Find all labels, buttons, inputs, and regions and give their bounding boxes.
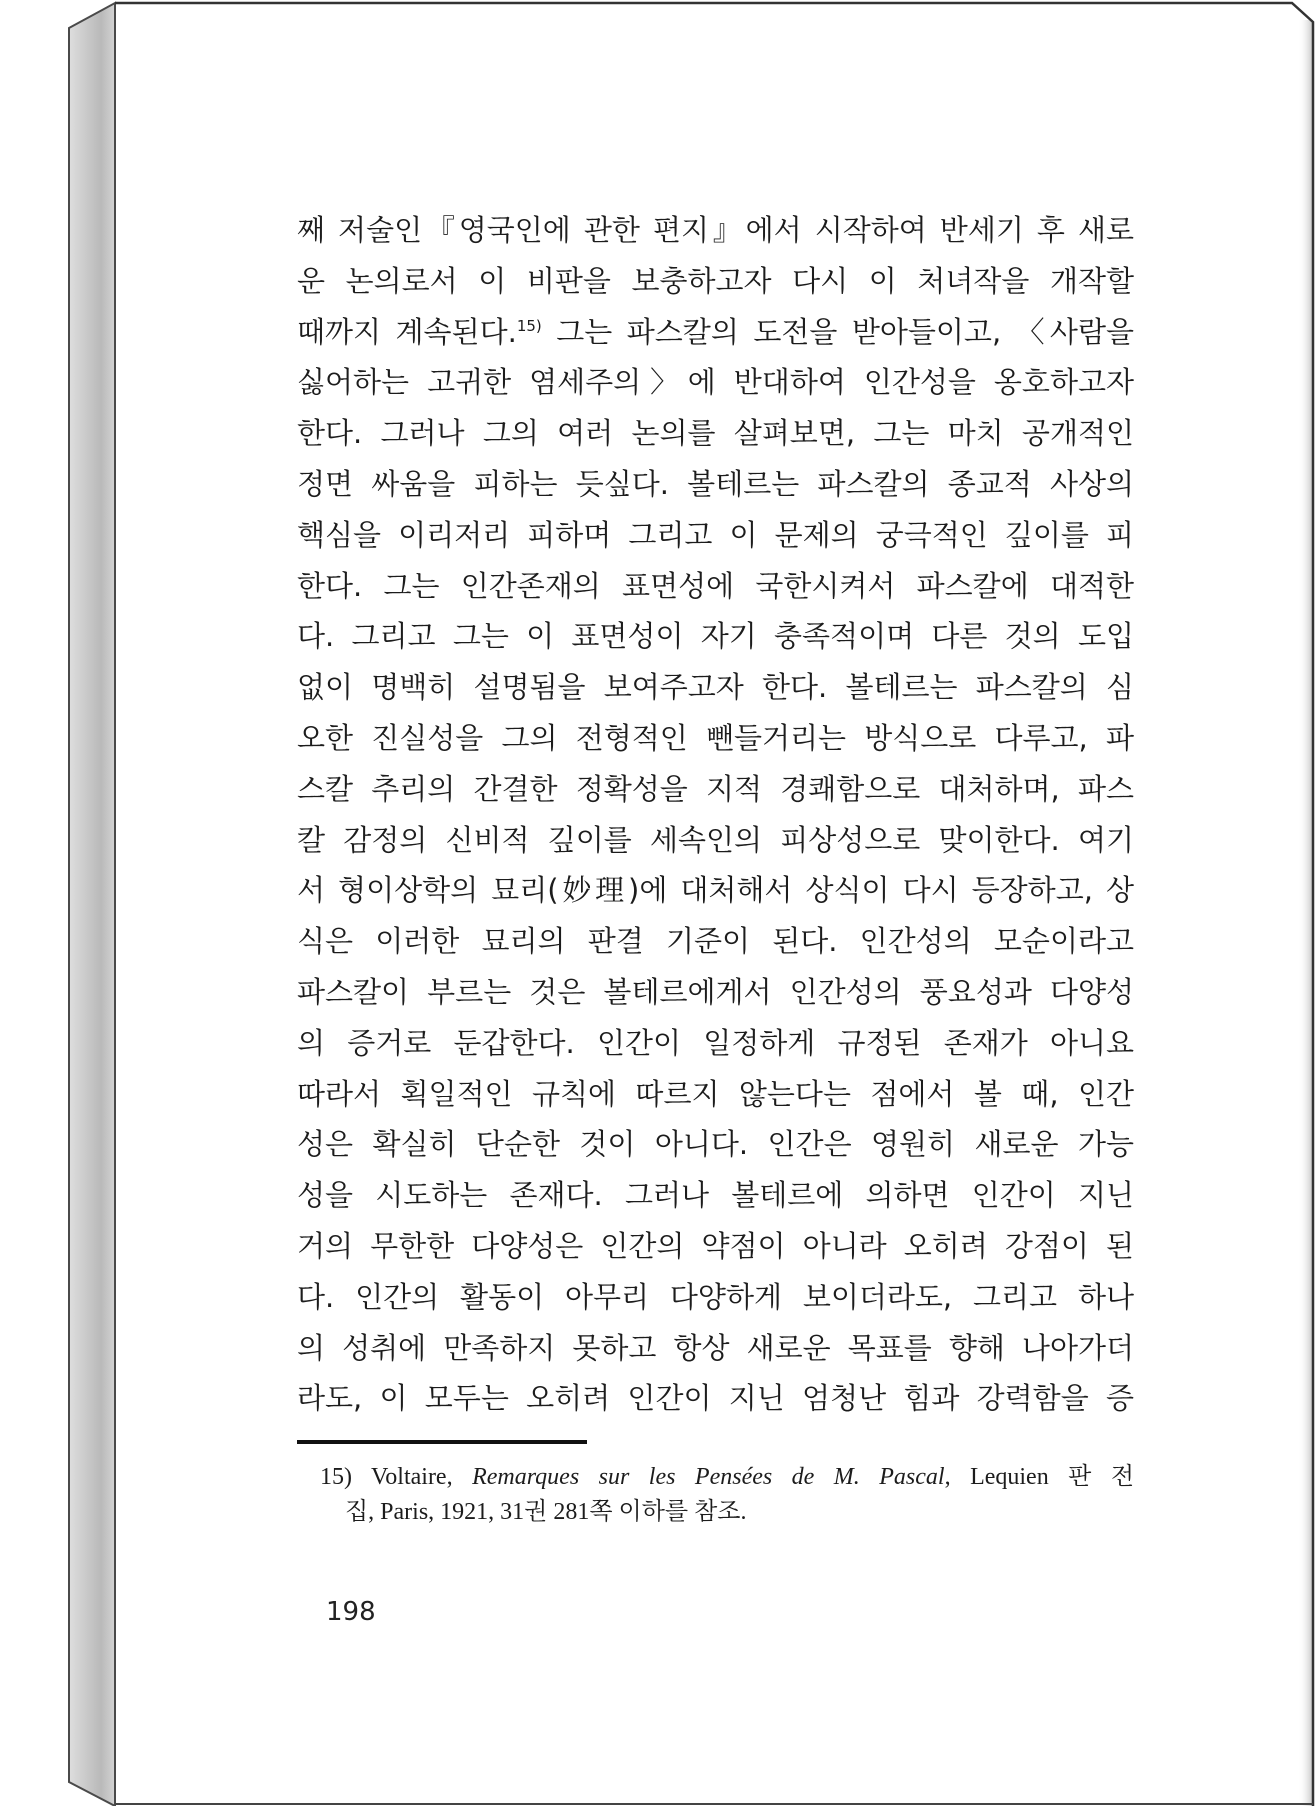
footnote-reference: 15) (516, 316, 542, 335)
body-line: 정면 싸움을 피하는 듯싶다. 볼테르는 파스칼의 종교적 사상의 (297, 466, 1134, 501)
page-number: 198 (326, 1597, 376, 1627)
body-line: 한다. 그는 인간존재의 표면성에 국한시켜서 파스칼에 대적한 (297, 568, 1134, 603)
body-line-text: 때까지 계속된다. (297, 314, 517, 349)
body-line: 의 증거로 둔갑한다. 인간이 일정하게 규정된 존재가 아니요 (297, 1025, 1134, 1060)
body-line: 싫어하는 고귀한 염세주의〉에 반대하여 인간성을 옹호하고자 (297, 365, 1134, 400)
body-line: 한다. 그러나 그의 여러 논의를 살펴보면, 그는 마치 공개적인 (297, 416, 1134, 451)
body-line: 파스칼이 부르는 것은 볼테르에게서 인간성의 풍요성과 다양성 (297, 974, 1134, 1009)
body-line: 성은 확실히 단순한 것이 아니다. 인간은 영원히 새로운 가능 (297, 1127, 1134, 1162)
footnote-author: Voltaire, (371, 1464, 453, 1490)
body-line: 서 형이상학의 묘리(妙理)에 대처해서 상식이 다시 등장하고, 상 (297, 873, 1134, 908)
body-text (297, 205, 1134, 1424)
book-spine (69, 3, 115, 1806)
body-line: 째 저술인『영국인에 관한 편지』에서 시작하여 반세기 후 새로 (297, 213, 1134, 247)
footnote-line-text: , Lequien 판 전 (944, 1464, 1134, 1490)
body-line: 따라서 획일적인 규칙에 따르지 않는다는 점에서 볼 때, 인간 (297, 1076, 1134, 1111)
body-line: 없이 명백히 설명됨을 보여주고자 한다. 볼테르는 파스칼의 심 (297, 670, 1134, 705)
body-line: 오한 진실성을 그의 전형적인 뺀들거리는 방식으로 다루고, 파 (297, 720, 1134, 755)
page-edge-shadow (1298, 20, 1313, 1806)
footnote-number: 15) (320, 1464, 352, 1490)
body-line: 식은 이러한 묘리의 판결 기준이 된다. 인간성의 모순이라고 (297, 924, 1134, 959)
body-line: 거의 무한한 다양성은 인간의 약점이 아니라 오히려 강점이 된 (297, 1228, 1134, 1263)
body-line-text: 그는 파스칼의 도전을 받아들이고, 〈사람을 (541, 314, 1134, 349)
footnote-title: Remarques sur les Pensées de M. Pascal (472, 1464, 945, 1490)
body-line: 다. 인간의 활동이 아무리 다양하게 보이더라도, 그리고 하나 (297, 1279, 1134, 1314)
footnote-line: 집, Paris, 1921, 31권 281쪽 이하를 참조. (345, 1499, 747, 1525)
body-line: 라도, 이 모두는 오히려 인간이 지닌 엄청난 힘과 강력함을 증 (297, 1381, 1134, 1416)
body-line: 성을 시도하는 존재다. 그러나 볼테르에 의하면 인간이 지닌 (297, 1178, 1134, 1213)
footnote-line (320, 1460, 1134, 1495)
body-line: 칼 감정의 신비적 깊이를 세속인의 피상성으로 맞이한다. 여기 (297, 822, 1134, 857)
footnote (320, 1460, 1134, 1530)
footnote-separator (297, 1440, 587, 1444)
body-line: 다. 그리고 그는 이 표면성이 자기 충족적이며 다른 것의 도입 (297, 619, 1134, 654)
body-line: 스칼 추리의 간결한 정확성을 지적 경쾌함으로 대처하며, 파스 (297, 771, 1134, 806)
body-line: 의 성취에 만족하지 못하고 항상 새로운 목표를 향해 나아가더 (297, 1330, 1134, 1365)
body-line (297, 307, 1134, 358)
body-line: 핵심을 이리저리 피하며 그리고 이 문제의 궁극적인 깊이를 피 (297, 517, 1134, 552)
body-line: 운 논의로서 이 비판을 보충하고자 다시 이 처녀작을 개작할 (297, 263, 1134, 298)
